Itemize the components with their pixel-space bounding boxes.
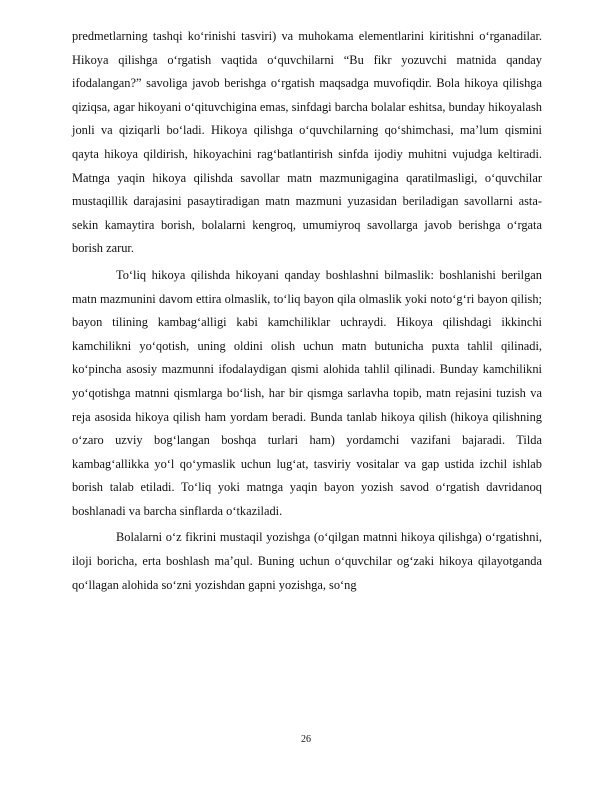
document-page — [72, 25, 542, 597]
paragraph-2: Toʻliq hikoya qilishda hikoyani qanday boshlashni bilmaslik: boshlanishi berilgan matn mazmunini davom ettira olmaslik, toʻliq bayon qila olmaslik yoki notoʻgʻri bayon qilish; bayon tilining kambagʻalligi kabi kamchiliklar uchraydi. Hikoya qilishdagi ikkinchi kamchilikni yoʻqotish, uning oldini olish uchun matn butunicha puxta tahlil qilinadi, koʻpincha asosiy mazmunni ifodalaydigan qismi alohida tahlil qilinadi. Bunday kamchilikni yoʻqotishga matnni qismlarga boʻlish, har bir qismga sarlavha topib, matn rejasini tuzish va reja asosida hikoya qilish ham yordam beradi. Bunda tanlab hikoya qilish (hikoya qilishning oʻzaro uzviy bogʻlangan boshqa turlari ham) yordamchi vazifani bajaradi. Tilda kambagʻallikka yoʻl qoʻymaslik uchun lugʻat, tasviriy vositalar va gap ustida izchil ishlab borish talab etiladi. Toʻliq yoki matnga yaqin bayon yozish savod oʻrgatish davridanoq boshlanadi va barcha sinflarda oʻtkaziladi. — [72, 267, 542, 518]
paragraph-3: Bolalarni oʻz fikrini mustaqil yozishga (oʻqilgan matnni hikoya qilishga) oʻrgatishni, iloji boricha, erta boshlash maʼqul. Buning uchun oʻquvchilar ogʻzaki hikoya qilayotganda qoʻllagan alohida soʻzni yozishdan gapni yozishga, soʻng — [72, 530, 542, 592]
paragraph-1: predmetlarning tashqi koʻrinishi tasviri) va muhokama elementlarini kiritishni oʻrganadilar. Hikoya qilishga oʻrgatish vaqtida oʻquvchilarni “Bu fikr yozuvchi matnida qanday ifodalangan?” savoliga javob berishga oʻrgatish maqsadga muvofiqdir. Bola hikoya qilishga qiziqsa, agar hikoyani oʻqituvchigina emas, sinfdagi barcha bolalar eshitsa, bunday hikoyalash jonli va qiziqarli boʻladi. Hikoya qilishga oʻquvchilarning qoʻshimchasi, maʼlum qismini qayta hikoya qildirish, hikoyachini ragʻbatlantirish sinfda ijodiy muhitni vujudga keltiradi. Matnga yaqin hikoya qilishda savollar matn mazmunigagina qaratilmasligi, oʻquvchilar mustaqillik darajasini pasaytiradigan matn mazmuni yuzasidan beriladigan savollarni asta-sekin kamaytira borish, bolalarni kengroq, umumiyroq savollarga javob berishga oʻrgata borish zarur. — [72, 29, 542, 256]
page-number: 26 — [301, 734, 311, 745]
